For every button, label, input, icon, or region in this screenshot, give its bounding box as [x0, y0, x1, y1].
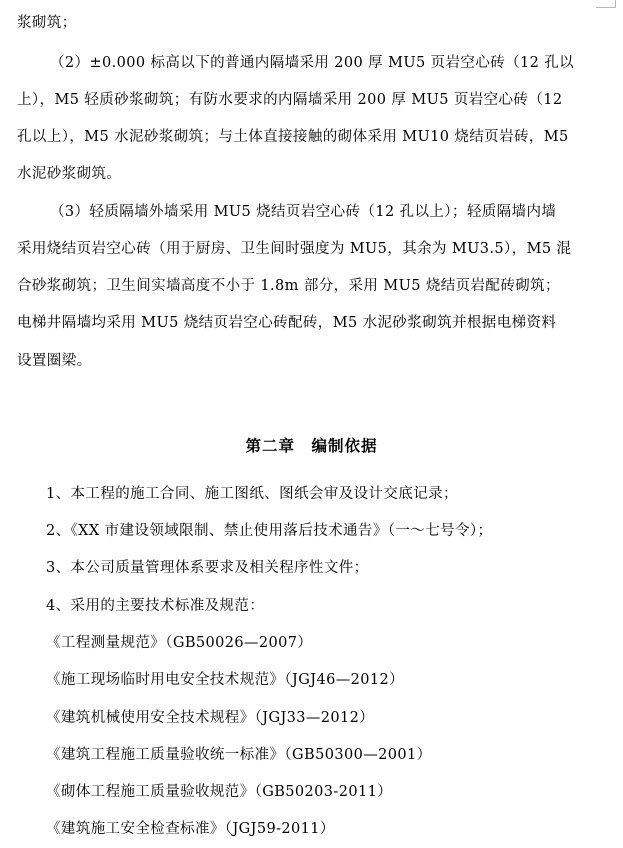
standard-item-3: 《建筑机械使用安全技术规程》（JGJ33—2012） [46, 710, 375, 726]
standard-item-2: 《施工现场临时用电安全技术规范》（JGJ46—2012） [46, 672, 405, 688]
standard-item-6: 《建筑施工安全检查标准》（JGJ59-2011） [46, 821, 335, 837]
basis-item-3: 3、本公司质量管理体系要求及相关程序性文件； [46, 560, 369, 576]
page-corner-mark [596, 0, 616, 8]
standard-item-5: 《砌体工程施工质量验收规范》（GB50203-2011） [46, 784, 393, 800]
item3-line-3: 合砂浆砌筑；卫生间实墙高度不小于 1.8m 部分，采用 MU5 烧结页岩配砖砌筑； [17, 278, 560, 294]
basis-item-1: 1、本工程的施工合同、施工图纸、图纸会审及设计交底记录； [46, 486, 458, 502]
item2-line-3: 孔以上），M5 水泥砂浆砌筑；与土体直接接触的砌体采用 MU10 烧结页岩砖，M5 [17, 129, 569, 145]
chapter-heading: 第二章 编制依据 [245, 437, 378, 455]
basis-item-4: 4、采用的主要技术标准及规范： [46, 598, 265, 614]
item2-line-1: （2）±0.000 标高以下的普通内隔墙采用 200 厚 MU5 页岩空心砖（12 孔以 [50, 55, 575, 71]
item3-line-1: （3）轻质隔墙外墙采用 MU5 烧结页岩空心砖（12 孔以上）；轻质隔墙内墙 [50, 204, 557, 220]
basis-item-2: 2、《XX 市建设领域限制、禁止使用落后技术通告》（一～七号令）； [46, 523, 493, 539]
item2-line-2: 上），M5 轻质砂浆砌筑；有防水要求的内隔墙采用 200 厚 MU5 页岩空心砖（12 [17, 92, 563, 108]
standard-item-4: 《建筑工程施工质量验收统一标准》（GB50300—2001） [46, 747, 432, 763]
item3-line-5: 设置圈梁。 [17, 353, 92, 369]
standard-item-1: 《工程测量规范》（GB50026—2007） [46, 635, 313, 651]
item3-line-4: 电梯井隔墙均采用 MU5 烧结页岩空心砖配砖，M5 水泥砂浆砌筑并根据电梯资料 [17, 315, 557, 331]
item3-line-2: 采用烧结页岩空心砖（用于厨房、卫生间时强度为 MU5，其余为 MU3.5），M5 混 [17, 241, 572, 257]
paragraph-continuation-line: 浆砌筑； [17, 15, 77, 31]
item2-line-4: 水泥砂浆砌筑。 [17, 166, 122, 182]
